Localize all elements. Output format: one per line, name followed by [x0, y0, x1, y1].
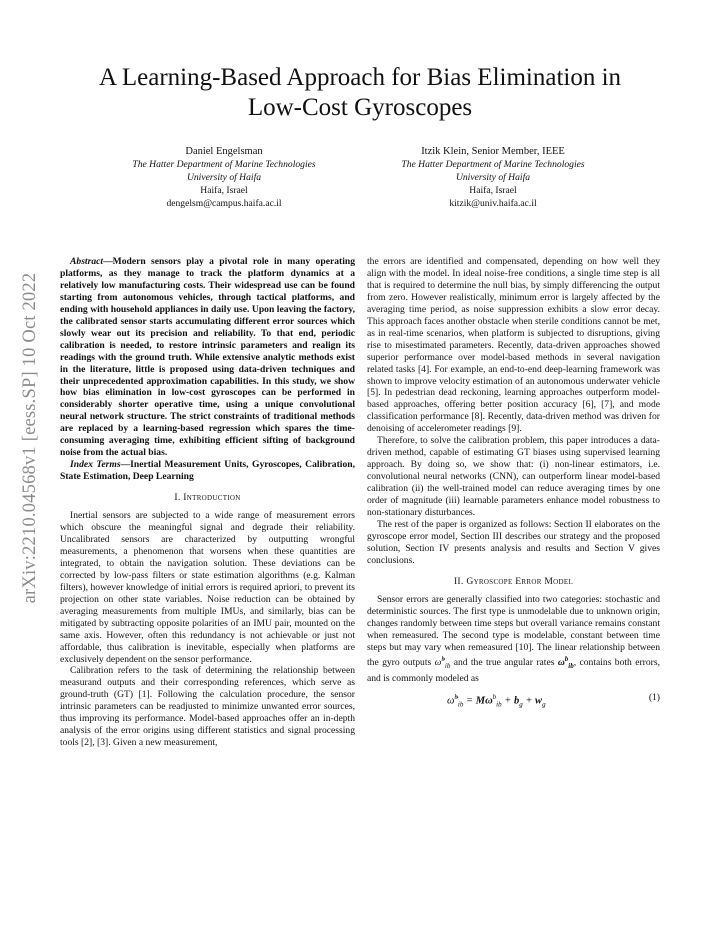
section-heading-gyroscope-error-model	[367, 576, 660, 588]
paragraph: Inertial sensors are subjected to a wide range of measurement errors which obscure the meaningful signal and degrade their reliability. Uncalibrated sensors are characterized by outputting wrongful measurements, a phenomenon that worsens when these quantities are integrated, to obtain the navigation solution. These deviations can be corrected by low-pass filters or state estimation algorithms (e.g. Kalman filters), however knowledge of initial errors is required apriori, to prevent its projection on other state variables. Noise reduction can be obtained by averaging measurements from multiple IMUs, and similarly, bias can be mitigated by subtracting opposite polarities of an IMU pair, mounted on the same axis. However, often this redundancy is not achievable or just not affordable, thus calibration is inevitable, especially when platforms are exclusively dependent on the sensor performance.	[60, 510, 355, 665]
equation-number: (1)	[648, 691, 660, 703]
author-university: University of Haifa	[455, 172, 531, 183]
index-terms-label: Index Terms	[70, 459, 121, 471]
author-department: The Hatter Department of Marine Technologies	[132, 159, 316, 170]
author-location: Haifa, Israel	[469, 185, 517, 196]
title-line-1: A Learning-Based Approach for Bias Elimination in	[98, 64, 622, 91]
section-title: Introduction	[183, 492, 241, 504]
equation-1	[367, 690, 660, 712]
gyro-output-symbol: ω̃$^b_{ib}$	[434, 654, 451, 670]
abstract-text: —Modern sensors play a pivotal role in many operating platforms, as they manage to track the platform dynamics at a relatively low manufacturing costs. Their widespread use can be found starting from autonomous vehicles, through tactical platforms, and ending with household appliances in daily use. Upon leaving the factory, the calibrated sensor starts accumulating different error sources which slowly wear out its precision and reliability. To that end, periodic calibration is needed, to restore intrinsic parameters and realign its readings with the ground truth. While extensive analytic methods exist in the literature, little is proposed using data-driven techniques and their unprecedented approximation capabilities. In this study, we show how bias elimination in low-cost gyroscopes can be performed in considerably shorter operative time, using a unique convolutional neural network structure. The strict constraints of traditional methods are replaced by a learning-based regression which spares the time-consuming averaging time, exhibiting efficient sifting of background noise from the actual bias.	[60, 256, 355, 459]
angular-rate-symbol: $\omega^b_{ib}$	[557, 654, 574, 670]
index-terms	[60, 459, 355, 483]
abstract-label: Abstract	[70, 256, 104, 267]
author-email: dengelsm@campus.haifa.ac.il	[166, 198, 282, 209]
paragraph	[367, 594, 660, 685]
section-number: I.	[174, 492, 181, 504]
paragraph-text: and the true angular rates	[450, 656, 558, 668]
left-column	[60, 256, 355, 749]
paper-title	[40, 63, 680, 123]
abstract	[60, 256, 355, 459]
paragraph-text: , contains both errors, and is commonly modeled as	[367, 656, 660, 684]
arxiv-side-stamp: arXiv:2210.04568v1 [eess.SP] 10 Oct 2022	[20, 272, 40, 604]
paragraph: the errors are identified and compensated, depending on how well they align with the model. In ideal noise-free conditions, a single time step is all that is required to determine the null bias, by simply differencing the output from zero. However realistically, minimum error is largely affected by the averaging time period, as noise suppression exhibits a slow error decay. This approach faces another obstacle when sterile conditions cannot be met, as in real-time scenarios, when platform is subjected to disruptions, giving rise to misestimated parameters. Recently, data-driven approaches showed superior performance over model-based methods in several navigation related tasks [4]. For example, an end-to-end deep-learning framework was shown to improve velocity estimation of an autonomous underwater vehicle [5]. In pedestrian dead reckoning, learning approaches outperform model-based approaches, offering better position accuracy [6], [7], and mode classification performance [8]. Recently, data-driven method was driven for denoising of accelerometer readings [9].	[367, 256, 660, 435]
paragraph-text: Sensor errors are generally classified into two categories: stochastic and deterministic sources. The first type is unmodelable due to unknown origin, changes randomly between time steps but overall variance remains constant when remeasured. The second type is modelable, constant between time steps but may vary when remeasured [10]. The linear relationship between the gyro outputs	[367, 593, 660, 668]
title-line-2: Low-Cost Gyroscopes	[247, 94, 473, 121]
author-department: The Hatter Department of Marine Technologies	[401, 159, 585, 170]
right-column	[367, 256, 660, 712]
section-title: Gyroscope Error Model	[466, 575, 574, 587]
author-name: Daniel Engelsman	[185, 146, 263, 157]
paragraph: Therefore, to solve the calibration problem, this paper introduces a data-driven method, capable of estimating GT biases using supervised learning approach. By doing so, we show that: (i) non-linear estimators, i.e. convolutional neural networks (CNN), can outperform linear model-based calibration (ii) the well-trained model can reduce averaging times by one order of magnitude (iii) learnable parameters enhance model robustness to non-stationary disturbances.	[367, 435, 660, 519]
author-email: kitzik@univ.haifa.ac.il	[449, 198, 537, 209]
author-location: Haifa, Israel	[200, 185, 248, 196]
author-name: Itzik Klein, Senior Member, IEEE	[421, 146, 565, 157]
section-heading-introduction	[60, 492, 355, 504]
author-university: University of Haifa	[186, 172, 262, 183]
paragraph: The rest of the paper is organized as follows: Section II elaborates on the gyroscope error model, Section III describes our strategy and the proposed solution, Section IV presents analysis and results and Section V gives conclusions.	[367, 518, 660, 566]
index-terms-text: —Inertial Measurement Units, Gyroscopes, Calibration, State Estimation, Deep Learning	[60, 459, 355, 483]
author-block	[94, 145, 354, 210]
author-block	[338, 145, 648, 210]
section-number: II.	[453, 575, 464, 587]
equation-body: ω̃$^b_{ib}$ = $M\omega^b_{ib} + b_g + w_g$	[447, 692, 546, 709]
paragraph: Calibration refers to the task of determining the relationship between measurand outputs and their corresponding references, which serve as ground-truth (GT) [1]. Following the calculation procedure, the sensor intrinsic parameters can be readjusted to minimize unwanted error sources, thus improving its performance. Model-based approaches offer an in-depth analysis of the error origins using different statistics and signal processing tools [2], [3]. Given a new measurement,	[60, 665, 355, 749]
